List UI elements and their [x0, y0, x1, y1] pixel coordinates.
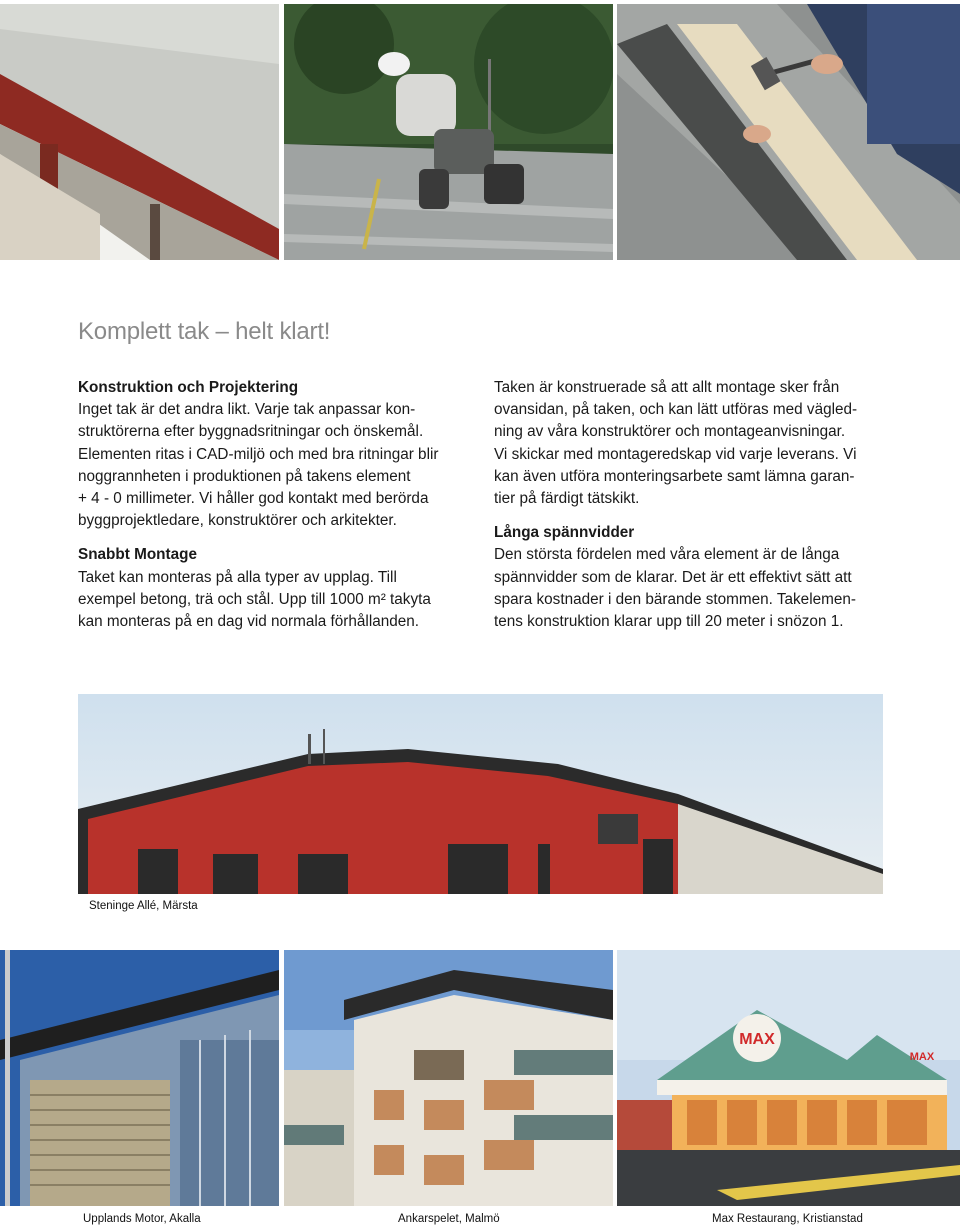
body-line: noggrannheten i produktionen på takens element: [78, 467, 411, 485]
body-line: tens konstruktion klarar upp till 20 meter i snözon 1.: [494, 613, 844, 631]
body-line: Den största fördelen med våra element är de långa: [494, 546, 840, 564]
body-line: struktörerna efter byggnadsritningar och önskemål.: [78, 423, 424, 441]
body-line: Elementen ritas i CAD-miljö och med bra ritningar blir: [78, 445, 439, 463]
body-line: Inget tak är det andra likt. Varje tak anpassar kon-: [78, 401, 416, 419]
caption-upplands-motor: Upplands Motor, Akalla: [83, 1213, 201, 1225]
page-title: Komplett tak – helt klart!: [78, 318, 331, 345]
right-text-column: [494, 377, 884, 645]
body-line: byggprojektledare, konstruktörer och arkitekter.: [78, 512, 397, 530]
max-logo-sign: MAX: [739, 1031, 775, 1048]
caption-max-restaurang: Max Restaurang, Kristianstad: [712, 1213, 863, 1225]
photo-roof-underside: [0, 4, 279, 260]
body-line: exempel betong, trä och stål. Upp till 1000 m² takyta: [78, 590, 431, 608]
photo-max-restaurang: [617, 950, 960, 1206]
body-line: tier på färdigt tätskikt.: [494, 490, 640, 508]
caption-ankarspelet: Ankarspelet, Malmö: [398, 1213, 500, 1225]
body-line: kan även utföra monteringsarbete samt lämna garan-: [494, 467, 855, 485]
body-line: ning av våra konstruktörer och montageanvisningar.: [494, 423, 846, 441]
section-langa-spannvidder: [494, 522, 884, 633]
body-line: spara kostnader i den bärande stommen. Takelemen-: [494, 590, 856, 608]
body-line: kan monteras på en dag vid normala förhållanden.: [78, 613, 419, 631]
body-line: Taket kan monteras på alla typer av upplag. Till: [78, 568, 397, 586]
section-konstruktion: [78, 377, 468, 532]
caption-steninge: Steninge Allé, Märsta: [89, 900, 198, 912]
max-logo-sign-small: MAX: [909, 1051, 935, 1063]
body-line: ovansidan, på taken, och kan lätt utföras med vägled-: [494, 401, 858, 419]
photo-roof-seam-work: [617, 4, 960, 260]
body-line: + 4 - 0 millimeter. Vi håller god kontakt med berörda: [78, 490, 429, 508]
body-line: spännvidder som de klarar. Det är ett effektivt sätt att: [494, 568, 852, 586]
section-heading: Långa spännvidder: [494, 524, 635, 542]
photo-worker-on-roof: [284, 4, 613, 260]
body-line: Vi skickar med montageredskap vid varje leverans. Vi: [494, 445, 857, 463]
body-line: Taken är konstruerade så att allt montage sker från: [494, 379, 840, 396]
section-heading: Konstruktion och Projektering: [78, 379, 299, 396]
left-text-column: [78, 377, 468, 645]
section-heading: Snabbt Montage: [78, 546, 197, 564]
section-snabbt-montage: [78, 544, 468, 633]
photo-steninge-alle: [78, 694, 883, 894]
section-montage-info: [494, 377, 884, 510]
photo-upplands-motor: [0, 950, 279, 1206]
photo-ankarspelet: [284, 950, 613, 1206]
